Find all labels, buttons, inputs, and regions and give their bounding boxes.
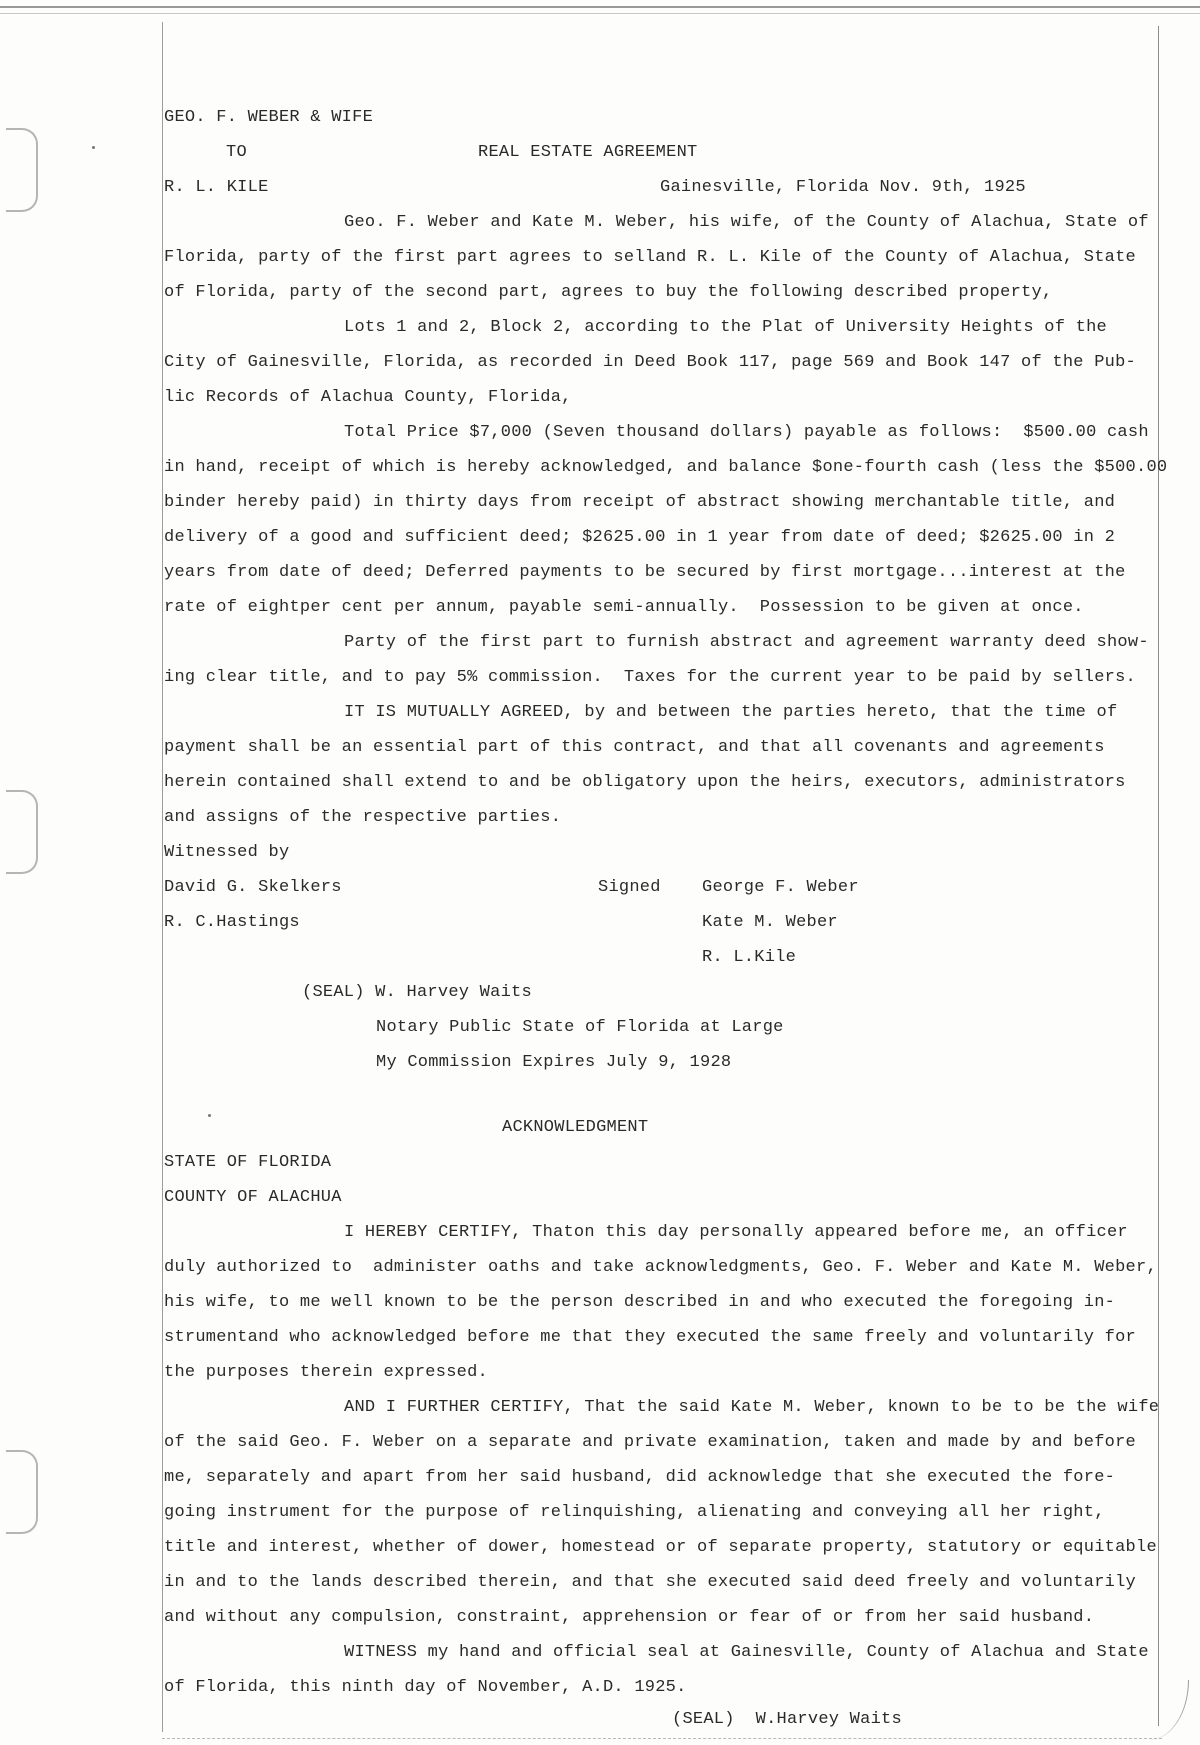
state-line: STATE OF FLORIDA	[164, 1153, 332, 1172]
agreement-line: ing clear title, and to pay 5% commission. Taxes for the current year to be paid by sellers.	[164, 668, 1137, 687]
acknowledgment-line: his wife, to me well known to be the person described in and who executed the foregoing in-	[164, 1293, 1116, 1312]
acknowledgment-line: the purposes therein expressed.	[164, 1363, 489, 1382]
agreement-line: of Florida, party of the second part, agrees to buy the following described property,	[164, 283, 1053, 302]
agreement-line: payment shall be an essential part of this contract, and that all covenants and agreements	[164, 738, 1105, 757]
acknowledgment-line: duly authorized to administer oaths and take acknowledgments, Geo. F. Weber and Kate M. Weber,	[164, 1258, 1157, 1277]
notary-seal-line: (SEAL) W. Harvey Waits	[302, 983, 532, 1002]
acknowledgment-line: I HEREBY CERTIFY, Thaton this day personally appeared before me, an officer	[344, 1223, 1128, 1242]
agreement-line: Party of the first part to furnish abstract and agreement warranty deed show-	[344, 633, 1149, 652]
agreement-line: City of Gainesville, Florida, as recorded in Deed Book 117, page 569 and Book 147 of the Pub-	[164, 353, 1137, 372]
agreement-line: years from date of deed; Deferred payments to be secured by first mortgage...interest at the	[164, 563, 1126, 582]
signer-name: R. L.Kile	[702, 948, 797, 967]
acknowledgment-line: me, separately and apart from her said husband, did acknowledge that she executed the fore-	[164, 1468, 1116, 1487]
acknowledgment-line: in and to the lands described therein, and that she executed said deed freely and voluntarily	[164, 1573, 1137, 1592]
agreement-line: binder hereby paid) in thirty days from receipt of abstract showing merchantable title, and	[164, 493, 1116, 512]
signed-label: Signed	[598, 878, 661, 897]
agreement-line: herein contained shall extend to and be obligatory upon the heirs, executors, administrators	[164, 773, 1126, 792]
grantor-line: GEO. F. WEBER & WIFE	[164, 108, 374, 127]
acknowledgment-line: AND I FURTHER CERTIFY, That the said Kate M. Weber, known to be to be the wife	[344, 1398, 1160, 1417]
acknowledgment-line: WITNESS my hand and official seal at Gainesville, County of Alachua and State	[344, 1643, 1149, 1662]
agreement-line: Florida, party of the first part agrees to selland R. L. Kile of the County of Alachua, State	[164, 248, 1137, 267]
notary-title: Notary Public State of Florida at Large	[376, 1018, 784, 1037]
to-line: TO	[226, 143, 247, 162]
acknowledgment-line: of Florida, this ninth day of November, A.D. 1925.	[164, 1678, 687, 1697]
acknowledgment-line: going instrument for the purpose of relinquishing, alienating and conveying all her right,	[164, 1503, 1105, 1522]
agreement-line: lic Records of Alachua County, Florida,	[164, 388, 572, 407]
acknowledgment-line: strumentand who acknowledged before me that they executed the same freely and voluntarily for	[164, 1328, 1137, 1347]
acknowledgment-line: and without any compulsion, constraint, apprehension or fear of or from her said husband.	[164, 1608, 1095, 1627]
agreement-line: Geo. F. Weber and Kate M. Weber, his wife, of the County of Alachua, State of	[344, 213, 1149, 232]
acknowledgment-line: title and interest, whether of dower, homestead or of separate property, statutory or equitable	[164, 1538, 1157, 1557]
acknowledgment-heading: ACKNOWLEDGMENT	[502, 1118, 649, 1137]
witness-name: R. C.Hastings	[164, 913, 300, 932]
agreement-line: delivery of a good and sufficient deed; $2625.00 in 1 year from date of deed; $2625.00 in 2	[164, 528, 1116, 547]
county-line: COUNTY OF ALACHUA	[164, 1188, 342, 1207]
agreement-line: Lots 1 and 2, Block 2, according to the Plat of University Heights of the	[344, 318, 1107, 337]
signer-name: Kate M. Weber	[702, 913, 838, 932]
notary-commission: My Commission Expires July 9, 1928	[376, 1053, 732, 1072]
agreement-line: IT IS MUTUALLY AGREED, by and between the parties hereto, that the time of	[344, 703, 1118, 722]
place-date-line: Gainesville, Florida Nov. 9th, 1925	[660, 178, 1026, 197]
document-title: REAL ESTATE AGREEMENT	[478, 143, 698, 162]
agreement-line: Total Price $7,000 (Seven thousand dollars) payable as follows: $500.00 cash	[344, 423, 1149, 442]
acknowledgment-line: of the said Geo. F. Weber on a separate and private examination, taken and made by and before	[164, 1433, 1137, 1452]
grantee-line: R. L. KILE	[164, 178, 269, 197]
witnessed-by-label: Witnessed by	[164, 843, 290, 862]
agreement-line: in hand, receipt of which is hereby acknowledged, and balance $one-fourth cash (less the $500.00	[164, 458, 1168, 477]
signer-name: George F. Weber	[702, 878, 859, 897]
notary-signature-line: (SEAL) W.Harvey Waits	[672, 1710, 902, 1729]
agreement-line: and assigns of the respective parties.	[164, 808, 562, 827]
witness-name: David G. Skelkers	[164, 878, 342, 897]
agreement-line: rate of eightper cent per annum, payable semi-annually. Possession to be given at once.	[164, 598, 1084, 617]
